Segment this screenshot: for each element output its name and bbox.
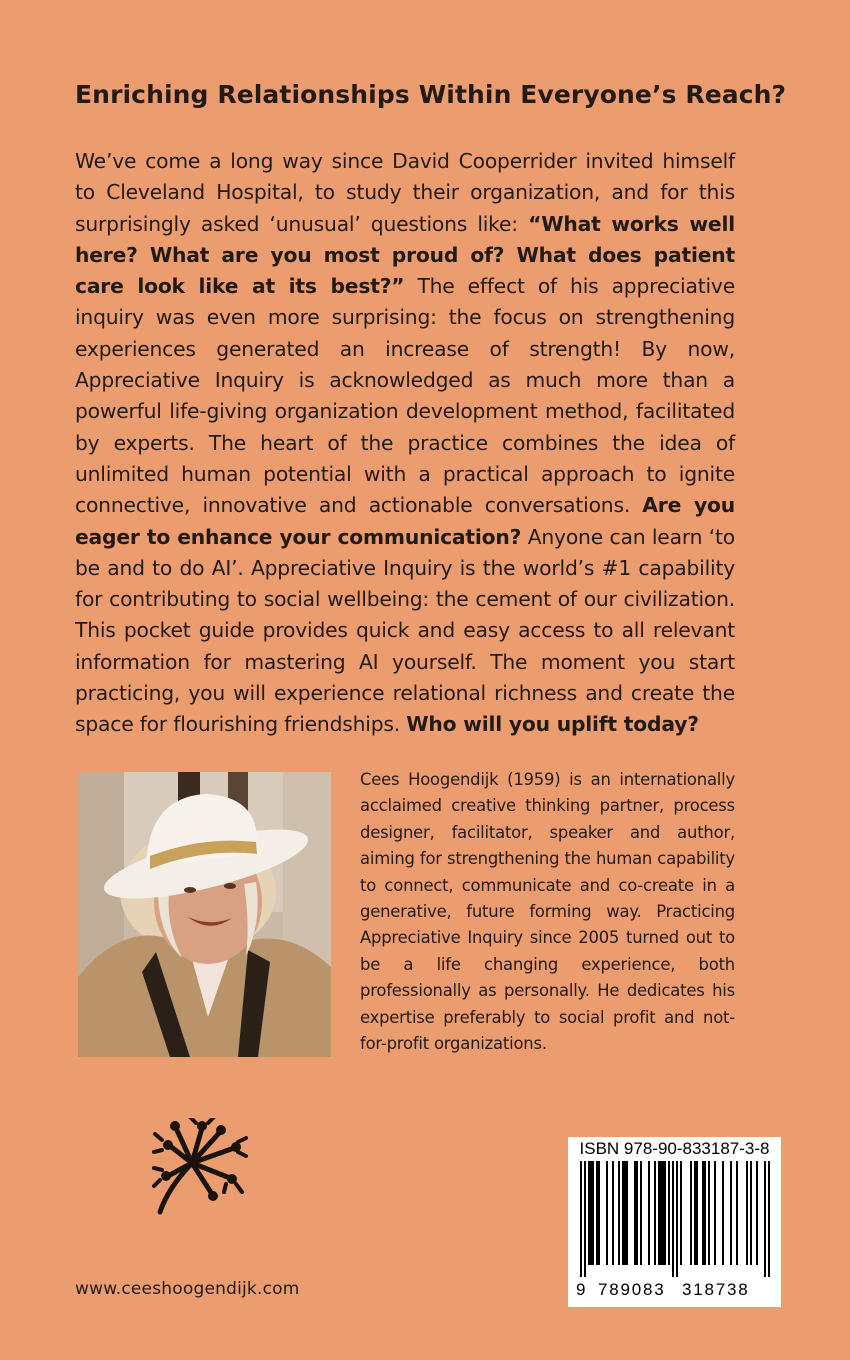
publisher-logo	[150, 1118, 255, 1218]
barcode-bar	[626, 1161, 628, 1265]
barcode-bar	[746, 1161, 748, 1265]
isbn-barcode	[568, 1137, 781, 1307]
blurb-highlight: “What works well here? What are you most proud of? What does patient care look like at its best?”	[75, 211, 735, 299]
isbn-label: ISBN 978-90-833187-3-8	[579, 1139, 770, 1158]
barcode-bar	[624, 1161, 626, 1265]
blurb-highlight: Who will you uplift today?	[406, 712, 699, 737]
barcode-bar	[714, 1161, 716, 1265]
barcode-bar	[736, 1161, 738, 1265]
barcode-bar	[756, 1161, 758, 1265]
barcode-bar	[618, 1161, 620, 1265]
barcode-bar	[622, 1161, 624, 1265]
barcode-bar	[590, 1161, 592, 1265]
barcode-bar	[592, 1161, 594, 1265]
blurb-highlight: Are you eager to enhance your communication?	[75, 493, 735, 549]
barcode-bar	[584, 1161, 586, 1277]
website-url[interactable]: www.ceeshoogendijk.com	[75, 1279, 300, 1299]
barcode-digits-right: 318738	[682, 1280, 750, 1299]
barcode-bar	[606, 1161, 608, 1265]
author-photo	[78, 772, 331, 1057]
barcode-bar	[658, 1161, 660, 1265]
barcode-bar	[664, 1161, 666, 1265]
barcode-bar	[704, 1161, 706, 1265]
barcode-bar	[764, 1161, 766, 1277]
barcode-bar	[702, 1161, 704, 1265]
barcode-bar	[768, 1161, 770, 1277]
barcode-bar	[598, 1161, 600, 1265]
back-cover-blurb	[75, 146, 735, 741]
barcode-bar	[580, 1161, 582, 1277]
barcode-bars-icon	[568, 1161, 781, 1279]
barcode-digits	[568, 1280, 781, 1304]
barcode-bar	[640, 1161, 642, 1265]
barcode-bar	[660, 1161, 662, 1265]
barcode-bar	[722, 1161, 724, 1265]
tree-branch-logo-icon	[150, 1118, 255, 1218]
barcode-bar	[676, 1161, 678, 1277]
back-cover-title: Enriching Relationships Within Everyone’s Reach?	[75, 80, 787, 109]
barcode-bar	[696, 1161, 698, 1265]
author-bio: Cees Hoogendijk (1959) is an internationally acclaimed creative thinking partner, process designer, facilitator, speaker and author, aiming for strengthening the human capability to connect, communicate and co-create in a generative, future forming way. Practicing Appreciative Inquiry since 2005 turned out to be a life changing experience, both professionally as personally. He dedicates his expertise preferably to social profit and not-for-profit organizations.	[360, 770, 735, 1054]
barcode-bar	[636, 1161, 638, 1265]
barcode-bar	[680, 1161, 682, 1265]
barcode-bar	[694, 1161, 696, 1265]
barcode-bar	[612, 1161, 614, 1265]
barcode-bar	[750, 1161, 752, 1265]
barcode-bar	[730, 1161, 732, 1265]
barcode-bar	[588, 1161, 590, 1265]
blurb-segment: The effect of his appreciative inquiry was even more surprising: the focus on strengthening experiences generated an increase of strength! By now, Appreciative Inquiry is acknowledged as much more than a powerful life-giving organization development method, facilitated by experts. The heart of the practice combines the idea of unlimited human potential with a practical approach to ignite connective, innovative and actionable conversations.	[75, 274, 735, 518]
blurb-segment: We’ve come a long way since David Cooperrider invited himself to Cleveland Hospital, to study their organization, and for this surprisingly asked ‘unusual’ questions like:	[75, 149, 735, 236]
barcode-bar	[708, 1161, 710, 1265]
barcode-digits-left: 789083	[598, 1280, 666, 1299]
barcode-bar	[662, 1161, 664, 1265]
barcode-bar	[648, 1161, 650, 1265]
barcode-bar	[654, 1161, 656, 1265]
barcode-digit-first: 9	[576, 1280, 588, 1299]
barcode-bar	[690, 1161, 692, 1265]
barcode-bar	[672, 1161, 674, 1277]
barcode-bar	[668, 1161, 670, 1265]
barcode-bar	[596, 1161, 598, 1265]
blurb-segment: Anyone can learn ‘to be and to do AI’. Appreciative Inquiry is the world’s #1 capability for contributing to social wellbeing: the cement of our civilization. This pocket guide provides quick and easy access to all relevant information for mastering AI yourself. The moment you start practicing, you will experience relational richness and create the space for flourishing friendships.	[75, 524, 735, 737]
barcode-bar	[634, 1161, 636, 1265]
author-portrait-icon	[78, 772, 331, 1057]
